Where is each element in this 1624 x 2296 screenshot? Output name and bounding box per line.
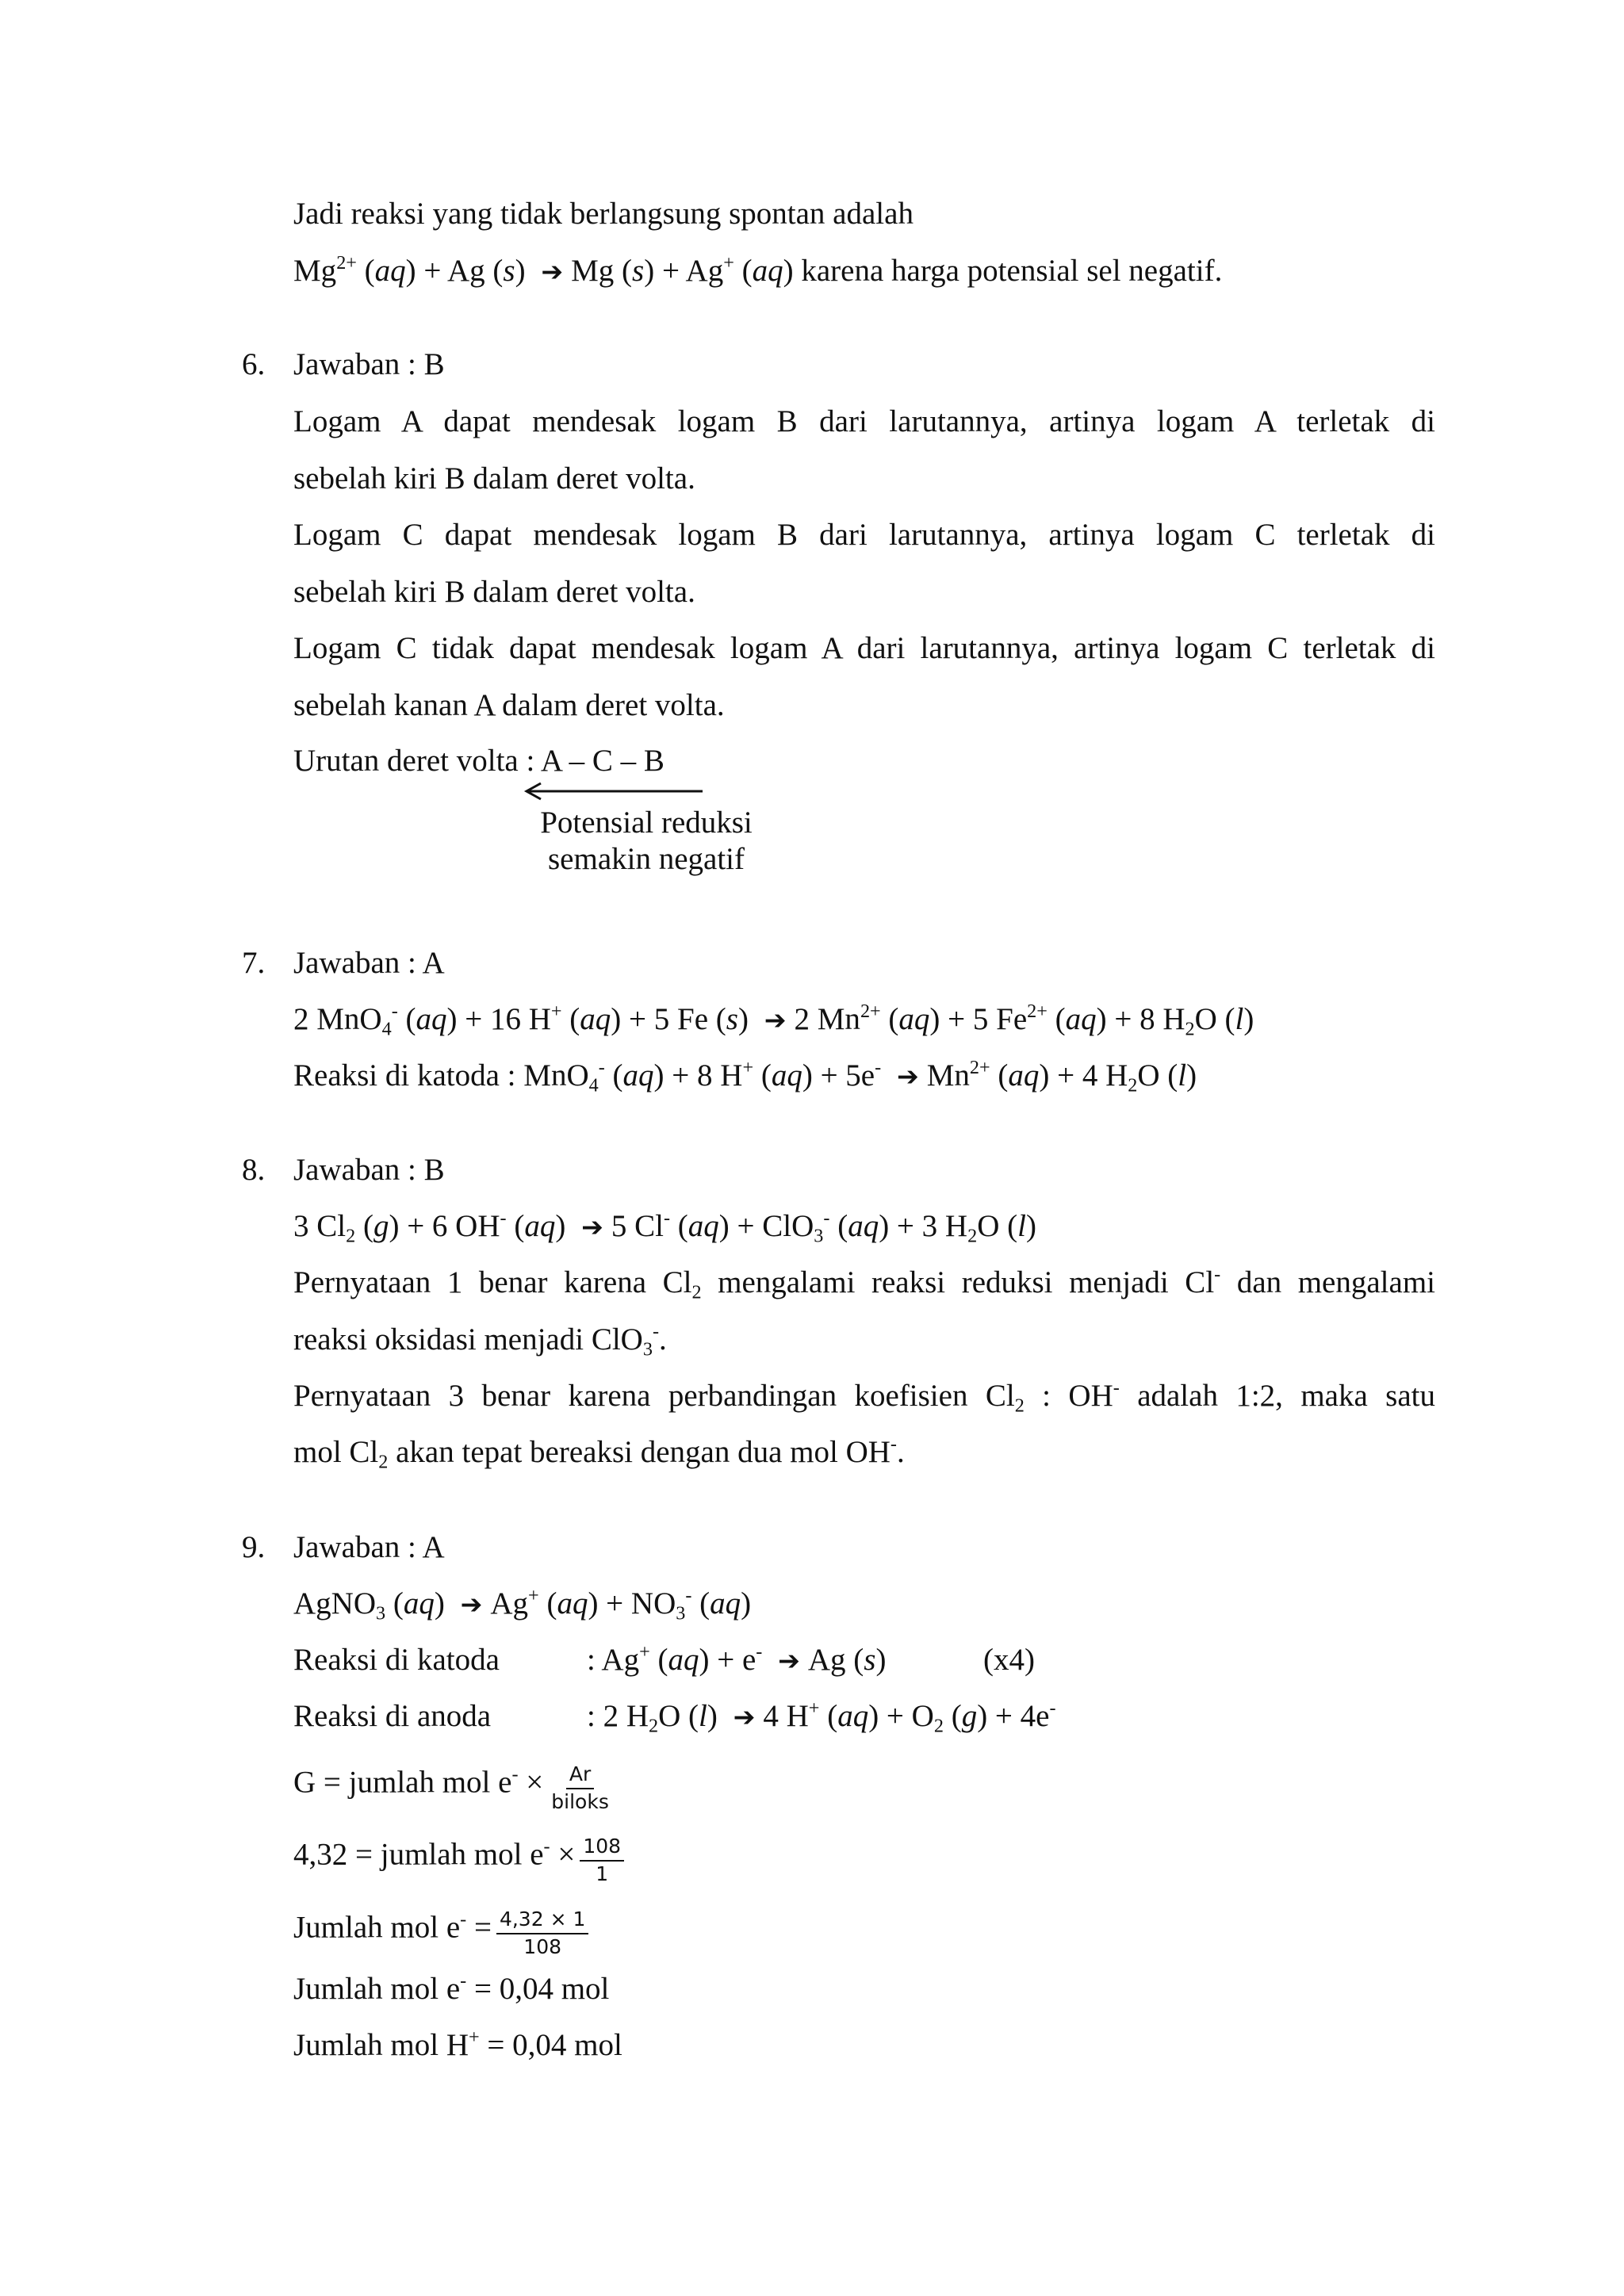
q7-answer: Jawaban : A bbox=[293, 946, 445, 980]
q7-cathode-reaction: Reaksi di katoda : MnO$_4$- (aq) + 8 H+ (aq) + 5e- ➔ $Mn^{2+}$ (aq) + 4 $H_2O$ (l) bbox=[293, 1057, 1197, 1096]
reaction-arrow-icon: ➔ bbox=[896, 1061, 919, 1092]
fraction-denominator: biloks bbox=[551, 1789, 609, 1813]
conclusion-reason: karena harga potensial sel negatif. bbox=[801, 254, 1223, 288]
reaction-arrow-icon: ➔ bbox=[778, 1645, 800, 1676]
q9-h-result-value: = 0,04 mol bbox=[479, 2028, 622, 2062]
fraction-denominator: 108 bbox=[523, 1934, 562, 1958]
reaction-arrow-icon: ➔ bbox=[581, 1211, 603, 1242]
q9-calc-lhs: 4,32 = jumlah mol e bbox=[293, 1837, 544, 1872]
q8-reaction: 3 $Cl_2$ (g) + 6 OH- (aq) ➔ 5 Cl- (aq) + ClO$_3$- (aq) + 3 $H_2O$ (l) bbox=[293, 1207, 1036, 1247]
fraction-denominator: 1 bbox=[596, 1862, 609, 1885]
q9-formula-lhs: G = jumlah mol e bbox=[293, 1765, 512, 1800]
q8-s1-mid: mengalami reaksi reduksi menjadi Cl bbox=[701, 1265, 1215, 1299]
q9-h-result-label: Jumlah mol H bbox=[293, 2028, 469, 2062]
non-spontaneous-reaction: $Mg^{2+}$ (aq) + Ag (s) ➔ Mg (s) + Ag+ (aq) karena harga potensial sel negatif. bbox=[293, 252, 1223, 288]
q6-paragraph-1a: Logam A dapat mendesak logam B dari larutannya, artinya logam A terletak di bbox=[293, 404, 1435, 438]
reaction-arrow-icon: ➔ bbox=[764, 1004, 787, 1035]
q8-statement-3-line1: Pernyataan 3 benar karena perbandingan koefisien $Cl_2$ : OH- adalah 1:2, maka satu bbox=[293, 1377, 1435, 1417]
arrow-caption-1: Potensial reduksi bbox=[540, 806, 753, 840]
q8-s1-pre: Pernyataan 1 benar karena Cl bbox=[293, 1265, 692, 1299]
left-arrow-icon bbox=[523, 782, 706, 801]
q6-paragraph-3b: sebelah kanan A dalam deret volta. bbox=[293, 688, 725, 722]
q8-s3-line2-post: akan tepat bereaksi dengan dua mol OH bbox=[388, 1435, 891, 1469]
conclusion-text: Jadi reaksi yang tidak berlangsung spontan adalah bbox=[293, 197, 914, 231]
q9-mol-h-result: Jumlah mol H+ = 0,04 mol bbox=[293, 2026, 622, 2062]
q6-volta-order bbox=[293, 745, 665, 776]
q8-statement-3-line2: mol $Cl_2$ akan tepat bereaksi dengan dua mol OH-. bbox=[293, 1433, 905, 1473]
q7-cathode-label: Reaksi di katoda : bbox=[293, 1058, 524, 1093]
fraction-numerator: 108 bbox=[580, 1835, 624, 1862]
q8-statement-1-line1: Pernyataan 1 benar karena $Cl_2$ mengalami reaksi reduksi menjadi Cl- dan mengalami bbox=[293, 1264, 1435, 1303]
q6-paragraph-1b: sebelah kiri B dalam deret volta. bbox=[293, 461, 695, 496]
q6-number: 6. bbox=[242, 347, 266, 381]
q9-anode-reaction: : 2 $H_2O$ (l) ➔ 4 H+ $(aq) + O_2$ (g) + 4e- bbox=[587, 1697, 1056, 1737]
q9-cathode-reaction: : Ag+ (aq) + e- ➔ Ag (s) bbox=[587, 1641, 887, 1677]
q8-statement-1-line2: reaksi oksidasi menjadi ClO$_3$-. bbox=[293, 1321, 667, 1360]
q7-number: 7. bbox=[242, 946, 266, 980]
q6-paragraph-2a: Logam C dapat mendesak logam B dari larutannya, artinya logam C terletak di bbox=[293, 518, 1435, 552]
q9-calculation: 4,32 = jumlah mol e- × $\frac{108}{1}$ bbox=[293, 1832, 629, 1883]
reaction-arrow-icon: ➔ bbox=[541, 256, 564, 287]
reaction-arrow-icon: ➔ bbox=[460, 1589, 483, 1620]
fraction-numerator: Ar bbox=[566, 1763, 594, 1789]
q8-s3-mid: : OH bbox=[1024, 1379, 1113, 1413]
q6-order-value: A – C – B bbox=[540, 744, 665, 778]
q6-answer: Jawaban : B bbox=[293, 347, 445, 381]
q9-mol-electron-fraction: Jumlah mol e- = $\frac{4,32 \times 1}{108}$ bbox=[293, 1905, 593, 1956]
q6-paragraph-3a: Logam C tidak dapat mendesak logam A dari larutannya, artinya logam C terletak di bbox=[293, 631, 1435, 665]
q9-mol-result-label: Jumlah mol e bbox=[293, 1972, 461, 2006]
q9-mol-electron-result: Jumlah mol e- = 0,04 mol bbox=[293, 1970, 610, 2006]
arrow-caption-2: semakin negatif bbox=[548, 842, 745, 876]
q6-order-label: Urutan deret volta : bbox=[293, 744, 541, 778]
fraction-mol-electron bbox=[496, 1908, 588, 1959]
q7-overall-reaction: 2 MnO$_4$- (aq) + 16 H+ (aq) + 5 Fe (s) ➔ 2 $Mn^{2+}$ (aq) + 5 $Fe^{2+}$ (aq) + 8 $H_2O$ (l) bbox=[293, 1001, 1254, 1040]
q9-multiplier: (x4) bbox=[983, 1643, 1035, 1677]
q9-mol-result-value: = 0,04 mol bbox=[466, 1972, 610, 2006]
q9-faraday-formula: G = jumlah mol e- × $\frac{Ar}{\text{biloks}}$ bbox=[293, 1760, 617, 1811]
q8-number: 8. bbox=[242, 1153, 266, 1187]
q9-cathode-label: Reaksi di katoda bbox=[293, 1643, 500, 1677]
q8-s3-post: adalah 1:2, maka satu bbox=[1119, 1379, 1435, 1413]
fraction-108-1 bbox=[580, 1835, 624, 1886]
q9-anode-label: Reaksi di anoda bbox=[293, 1699, 492, 1733]
fraction-numerator: 4,32 × 1 bbox=[496, 1908, 588, 1934]
q8-answer: Jawaban : B bbox=[293, 1153, 445, 1187]
q8-s3-line2-pre: mol Cl bbox=[293, 1435, 379, 1469]
q8-s1-line2: reaksi oksidasi menjadi ClO bbox=[293, 1322, 643, 1357]
q8-s3-pre: Pernyataan 3 benar karena perbandingan koefisien Cl bbox=[293, 1379, 1015, 1413]
reaction-arrow-icon: ➔ bbox=[733, 1701, 756, 1732]
q9-number: 9. bbox=[242, 1530, 266, 1564]
q9-dissociation: AgNO$_3$ (aq) ➔ Ag+ $(aq) + NO_3^-$ (aq) bbox=[293, 1585, 752, 1624]
q9-mol-label: Jumlah mol e bbox=[293, 1910, 461, 1945]
q9-answer: Jawaban : A bbox=[293, 1530, 445, 1564]
q6-paragraph-2b: sebelah kiri B dalam deret volta. bbox=[293, 575, 695, 609]
fraction-ar-biloks bbox=[548, 1763, 612, 1814]
q8-s1-post: dan mengalami bbox=[1220, 1265, 1435, 1299]
